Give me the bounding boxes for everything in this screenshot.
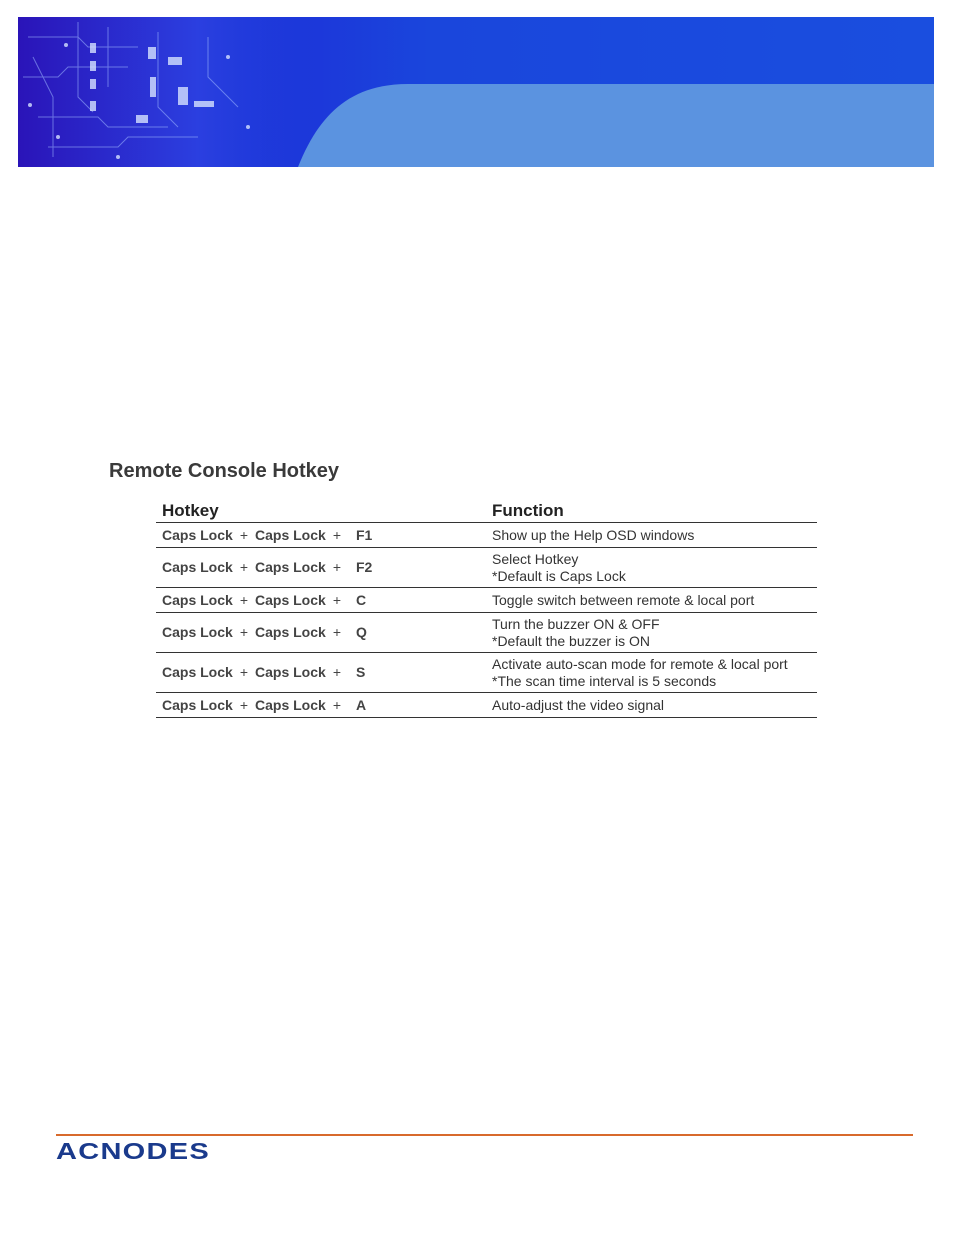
modifier-key: Caps Lock: [162, 624, 233, 640]
table-header-row: [156, 498, 817, 523]
modifier-key: Caps Lock: [255, 591, 326, 608]
function-text: Auto-adjust the video signal: [492, 696, 664, 713]
plus-sign: +: [239, 696, 248, 713]
acnodes-logo-icon: [56, 1138, 212, 1164]
plus-sign: +: [239, 624, 248, 640]
modifier-key: Caps Lock: [162, 559, 233, 575]
action-key: F2: [356, 559, 373, 575]
circuit-board-graphic: [18, 17, 934, 167]
modifier-key: Caps Lock: [162, 526, 233, 543]
action-key: S: [356, 664, 366, 680]
function-text: Toggle switch between remote & local port: [492, 591, 755, 608]
function-cell: [486, 693, 817, 718]
header-banner: [18, 17, 934, 167]
plus-sign: +: [332, 526, 341, 543]
modifier-key: Caps Lock: [162, 591, 233, 608]
action-key: F1: [356, 526, 373, 543]
table-row: [156, 693, 817, 718]
function-text: Activate auto-scan mode for remote & local port: [492, 655, 788, 672]
function-note: *The scan time interval is 5 seconds: [492, 672, 717, 689]
modifier-key: Caps Lock: [255, 559, 326, 575]
function-text: Select Hotkey: [492, 550, 579, 567]
modifier-key: Caps Lock: [162, 696, 233, 713]
hotkey-cell: [156, 613, 486, 653]
plus-sign: +: [239, 559, 248, 575]
function-cell: [486, 548, 817, 588]
modifier-key: Caps Lock: [255, 664, 326, 680]
plus-sign: +: [332, 624, 341, 640]
plus-sign: +: [239, 591, 248, 608]
modifier-key: Caps Lock: [162, 664, 233, 680]
function-note: *Default is Caps Lock: [492, 567, 626, 584]
function-cell: [486, 613, 817, 653]
header-hotkey: Hotkey: [156, 498, 486, 523]
plus-sign: +: [332, 664, 341, 680]
header-function: Function: [486, 498, 817, 523]
hotkey-cell: [156, 548, 486, 588]
hotkey-cell: [156, 588, 486, 613]
action-key: A: [356, 696, 367, 713]
table-row: [156, 613, 817, 653]
function-text: Show up the Help OSD windows: [492, 526, 695, 543]
action-key: Q: [356, 624, 367, 640]
hotkey-cell: [156, 523, 486, 548]
hotkey-cell: [156, 693, 486, 718]
section-title: Remote Console Hotkey: [109, 460, 340, 482]
table-row: [156, 523, 817, 548]
company-logo: [56, 1138, 212, 1164]
footer-divider: [56, 1134, 913, 1136]
table-row: [156, 588, 817, 613]
plus-sign: +: [332, 559, 341, 575]
action-key: C: [356, 591, 367, 608]
modifier-key: Caps Lock: [255, 526, 326, 543]
function-cell: [486, 588, 817, 613]
plus-sign: +: [239, 526, 248, 543]
function-cell: [486, 653, 817, 693]
table-row: [156, 653, 817, 693]
plus-sign: +: [332, 591, 341, 608]
svg-text:ACNODES: ACNODES: [56, 1138, 210, 1164]
hotkey-table: [156, 498, 817, 718]
modifier-key: Caps Lock: [255, 624, 326, 640]
function-text: Turn the buzzer ON & OFF: [492, 615, 660, 632]
hotkey-cell: [156, 653, 486, 693]
function-note: *Default the buzzer is ON: [492, 632, 650, 649]
modifier-key: Caps Lock: [255, 696, 326, 713]
plus-sign: +: [332, 696, 341, 713]
plus-sign: +: [239, 664, 248, 680]
table-row: [156, 548, 817, 588]
function-cell: [486, 523, 817, 548]
